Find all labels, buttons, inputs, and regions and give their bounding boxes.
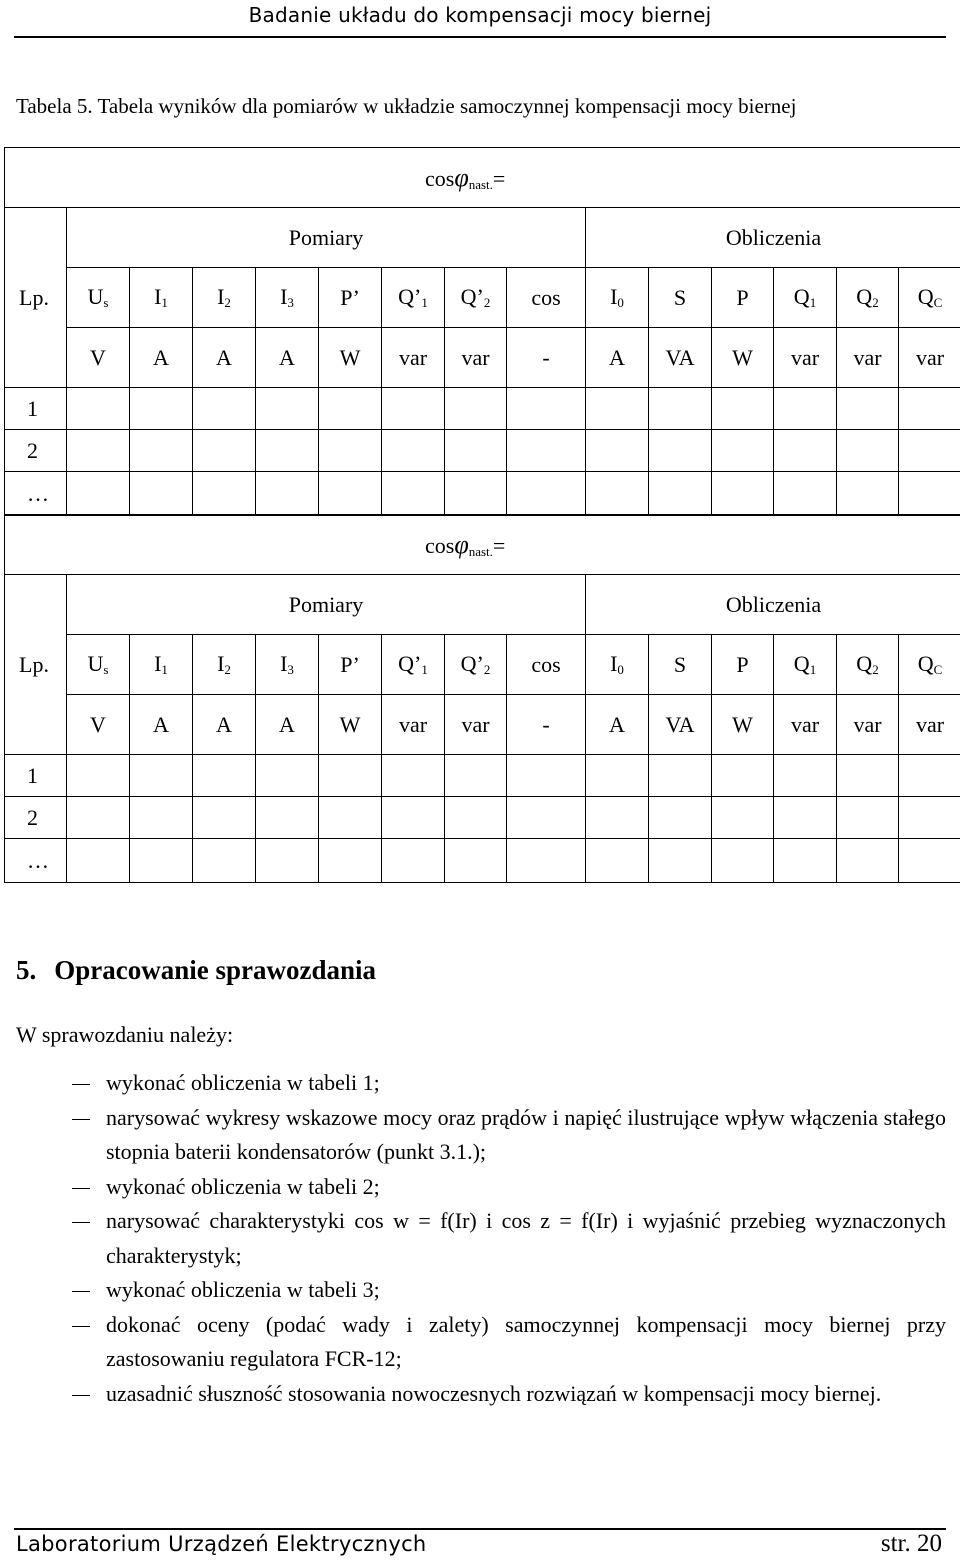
section-heading — [16, 955, 376, 986]
column-unit: var — [382, 328, 445, 388]
table-cell — [319, 430, 382, 472]
symbol-subscript: 2 — [872, 295, 879, 310]
table-cell — [256, 839, 319, 883]
group-header-measurements: Pomiary — [67, 208, 586, 268]
symbol-main: U — [87, 651, 104, 676]
symbol-subscript: 2 — [224, 662, 231, 677]
list-item-text: narysować wykresy wskazowe mocy oraz prądów i napięć ilustrujące wpływ włączenia stałego stopnia baterii kondensatorów (punkt 3.1.); — [106, 1104, 946, 1164]
group-header-calculations: Obliczenia — [586, 575, 960, 635]
table-cell — [586, 839, 649, 883]
row-number: 2 — [5, 430, 67, 472]
symbol-main: I — [610, 284, 618, 309]
table-row — [5, 695, 960, 755]
table-cell — [130, 472, 193, 516]
column-unit: A — [193, 328, 256, 388]
symbol-subscript: 0 — [617, 295, 624, 310]
column-symbol — [130, 268, 193, 328]
table-row — [5, 797, 960, 839]
lp-spacer-cell — [5, 328, 67, 388]
column-unit: A — [256, 328, 319, 388]
symbol-subscript: 1 — [809, 295, 817, 310]
column-unit: A — [586, 695, 649, 755]
table-cell — [67, 839, 130, 883]
table-cell — [586, 388, 649, 430]
column-symbol — [382, 268, 445, 328]
table-cell — [382, 430, 445, 472]
column-symbol — [586, 635, 649, 695]
table-cell — [837, 797, 899, 839]
symbol-main: Q’ — [398, 284, 422, 309]
table-cell — [382, 472, 445, 516]
table-cell — [507, 755, 586, 797]
lp-spacer-cell — [5, 208, 67, 268]
table-row — [5, 472, 960, 516]
symbol-main: P — [736, 284, 749, 310]
list-item — [106, 1377, 946, 1412]
table-row — [5, 430, 960, 472]
column-unit: var — [899, 695, 960, 755]
column-symbol — [507, 268, 586, 328]
symbol-subscript: C — [933, 662, 943, 677]
symbol-subscript: 2 — [872, 662, 879, 677]
symbol-subscript: 0 — [617, 662, 624, 677]
table-row — [5, 148, 960, 208]
symbol-main: P’ — [340, 284, 360, 310]
results-table — [4, 514, 960, 883]
table-cell — [586, 472, 649, 516]
table-cell — [774, 839, 837, 883]
symbol-main: Q’ — [460, 651, 484, 676]
column-unit: V — [67, 328, 130, 388]
table-cell — [712, 430, 774, 472]
table-cell — [837, 755, 899, 797]
table-cell — [712, 388, 774, 430]
symbol-main: I — [280, 284, 288, 309]
column-symbol — [193, 635, 256, 695]
column-symbol — [899, 268, 960, 328]
table-row — [5, 268, 960, 328]
table-cell — [193, 472, 256, 516]
list-item — [106, 1308, 946, 1377]
section-title: Opracowanie sprawozdania — [54, 955, 377, 985]
symbol-subscript: 1 — [161, 295, 168, 310]
table-cell — [67, 755, 130, 797]
list-item-text: wykonać obliczenia w tabeli 3; — [106, 1277, 380, 1302]
list-item-text: wykonać obliczenia w tabeli 2; — [106, 1173, 380, 1199]
table-cell — [256, 430, 319, 472]
page-header: Badanie układu do kompensacji mocy biernej — [248, 3, 712, 27]
table-cell — [899, 472, 960, 516]
symbol-subscript: C — [933, 295, 943, 310]
column-unit: A — [130, 328, 193, 388]
lp-header: Lp. — [5, 268, 67, 328]
table-cell — [712, 472, 774, 516]
table-cell — [445, 430, 507, 472]
table-cell — [193, 388, 256, 430]
table-row — [5, 635, 960, 695]
column-unit: var — [837, 695, 899, 755]
column-unit: V — [67, 695, 130, 755]
table-cell — [774, 755, 837, 797]
column-symbol — [649, 268, 712, 328]
footer-divider — [14, 1528, 946, 1530]
column-unit: var — [899, 328, 960, 388]
table-cell — [507, 388, 586, 430]
table-cell — [899, 839, 960, 883]
table-cell — [837, 839, 899, 883]
column-symbol — [837, 635, 899, 695]
list-item — [106, 1101, 946, 1170]
table-cell — [899, 430, 960, 472]
group-header-measurements: Pomiary — [67, 575, 586, 635]
column-symbol — [586, 268, 649, 328]
table-cell — [712, 797, 774, 839]
table-cell — [507, 839, 586, 883]
symbol-subscript: 1 — [421, 295, 428, 310]
table-cell — [130, 839, 193, 883]
symbol-main: I — [610, 651, 618, 676]
column-unit: - — [507, 695, 586, 755]
table-cell — [193, 797, 256, 839]
table-cell — [586, 797, 649, 839]
table-cell — [586, 755, 649, 797]
symbol-subscript: 3 — [287, 295, 294, 310]
table-cell — [382, 388, 445, 430]
list-item — [106, 1066, 946, 1101]
symbol-main: Q — [793, 284, 810, 309]
symbol-main: P’ — [340, 651, 360, 677]
table-cell — [319, 755, 382, 797]
list-item-text: wykonać obliczenia w tabeli 1; — [106, 1070, 380, 1095]
column-symbol — [712, 635, 774, 695]
column-unit: var — [774, 695, 837, 755]
table-cell — [67, 388, 130, 430]
symbol-main: S — [673, 284, 687, 310]
table-caption: Tabela 5. Tabela wyników dla pomiarów w układzie samoczynnej kompensacji mocy biernej — [16, 94, 797, 118]
column-symbol — [382, 635, 445, 695]
table-cell — [319, 839, 382, 883]
column-unit: - — [507, 328, 586, 388]
symbol-subscript: 3 — [287, 662, 294, 677]
column-symbol — [256, 635, 319, 695]
cos-label: cos — [425, 165, 455, 191]
phi-symbol: φ — [454, 529, 469, 559]
table-cell — [67, 797, 130, 839]
table-cell — [649, 755, 712, 797]
table-cell — [445, 472, 507, 516]
column-unit: A — [193, 695, 256, 755]
row-number: … — [5, 472, 67, 516]
list-item-text: narysować charakterystyki cos w = f(Ir) i cos z = f(Ir) i wyjaśnić przebieg wyznaczonych charakterystyk; — [106, 1208, 946, 1268]
table-row — [5, 575, 960, 635]
footer-lab-name: Laboratorium Urządzeń Elektrycznych — [16, 1532, 427, 1556]
table-cell — [445, 839, 507, 883]
lp-spacer-cell — [5, 575, 67, 635]
section-intro: W sprawozdaniu należy: — [16, 1022, 234, 1047]
list-item — [106, 1170, 946, 1205]
cos-subscript: nast. — [468, 176, 493, 192]
table-cell — [899, 388, 960, 430]
table-row — [5, 839, 960, 883]
table-cell — [507, 430, 586, 472]
column-unit: W — [319, 328, 382, 388]
table-cell — [382, 797, 445, 839]
cos-subscript: nast. — [468, 543, 493, 559]
table-row — [5, 328, 960, 388]
table-cell — [507, 472, 586, 516]
symbol-subscript: 2 — [224, 295, 231, 310]
column-symbol — [193, 268, 256, 328]
table-cell — [256, 388, 319, 430]
table-row — [5, 388, 960, 430]
table-cell — [899, 755, 960, 797]
row-number: 1 — [5, 755, 67, 797]
table-cell — [649, 430, 712, 472]
column-symbol — [899, 635, 960, 695]
symbol-main: Q — [793, 651, 810, 676]
equals-sign: = — [492, 165, 506, 191]
symbol-subscript: 2 — [483, 295, 491, 310]
table-cell — [67, 430, 130, 472]
table-cell — [382, 755, 445, 797]
symbol-subscript: 1 — [421, 662, 428, 677]
column-symbol — [67, 635, 130, 695]
table-cell — [837, 388, 899, 430]
column-unit: var — [445, 695, 507, 755]
table-cell — [837, 472, 899, 516]
column-unit: A — [130, 695, 193, 755]
task-list — [0, 1066, 960, 1411]
symbol-main: cos — [531, 651, 561, 677]
table-cell — [445, 797, 507, 839]
symbol-subscript: s — [103, 662, 109, 677]
column-symbol — [837, 268, 899, 328]
table-cell — [649, 388, 712, 430]
column-unit: var — [445, 328, 507, 388]
lp-spacer-cell — [5, 695, 67, 755]
list-item — [106, 1204, 946, 1273]
column-unit: W — [712, 328, 774, 388]
cos-setpoint-cell — [5, 515, 960, 575]
table-cell — [256, 472, 319, 516]
symbol-main: Q’ — [398, 651, 422, 676]
table-cell — [774, 797, 837, 839]
symbol-subscript: 1 — [809, 662, 817, 677]
symbol-main: S — [673, 651, 687, 677]
page-number: str. 20 — [880, 1530, 942, 1557]
table-cell — [649, 797, 712, 839]
symbol-main: cos — [531, 284, 561, 310]
table-cell — [193, 755, 256, 797]
symbol-subscript: s — [103, 295, 109, 310]
column-symbol — [319, 268, 382, 328]
column-symbol — [649, 635, 712, 695]
table-cell — [67, 472, 130, 516]
list-item-text: dokonać oceny (podać wady i zalety) samoczynnej kompensacji mocy biernej przy zastosowaniu regulatora FCR-12; — [106, 1311, 946, 1371]
table-cell — [319, 472, 382, 516]
table-cell — [649, 472, 712, 516]
column-symbol — [319, 635, 382, 695]
symbol-main: I — [217, 651, 225, 676]
table-cell — [445, 388, 507, 430]
column-unit: W — [319, 695, 382, 755]
column-symbol — [67, 268, 130, 328]
symbol-main: I — [217, 284, 225, 309]
table-cell — [130, 755, 193, 797]
column-unit: VA — [649, 695, 712, 755]
table-row — [5, 755, 960, 797]
column-symbol — [774, 268, 837, 328]
symbol-main: U — [87, 284, 104, 309]
cos-label: cos — [425, 532, 455, 558]
list-item-text: uzasadnić słuszność stosowania nowoczesnych rozwiązań w kompensacji mocy biernej. — [106, 1380, 882, 1406]
lp-header: Lp. — [5, 635, 67, 695]
column-symbol — [256, 268, 319, 328]
column-symbol — [712, 268, 774, 328]
table-cell — [130, 797, 193, 839]
table-cell — [774, 388, 837, 430]
table-cell — [586, 430, 649, 472]
table-cell — [649, 839, 712, 883]
column-symbol — [130, 635, 193, 695]
equals-sign: = — [492, 532, 506, 558]
section-number: 5. — [16, 955, 37, 985]
table-cell — [130, 388, 193, 430]
column-symbol — [445, 268, 507, 328]
table-cell — [382, 839, 445, 883]
symbol-subscript: 1 — [161, 662, 168, 677]
column-unit: var — [774, 328, 837, 388]
column-unit: A — [256, 695, 319, 755]
table-cell — [130, 430, 193, 472]
column-symbol — [774, 635, 837, 695]
row-number: 1 — [5, 388, 67, 430]
symbol-subscript: 2 — [483, 662, 491, 677]
table-cell — [712, 755, 774, 797]
symbol-main: Q — [917, 651, 934, 676]
symbol-main: Q’ — [460, 284, 484, 309]
column-symbol — [445, 635, 507, 695]
table-row — [5, 515, 960, 575]
table-cell — [256, 797, 319, 839]
row-number: 2 — [5, 797, 67, 839]
table-row — [5, 208, 960, 268]
table-cell — [774, 430, 837, 472]
symbol-main: I — [154, 651, 162, 676]
symbol-main: P — [736, 651, 749, 677]
column-unit: VA — [649, 328, 712, 388]
table-cell — [445, 755, 507, 797]
list-item — [106, 1273, 946, 1308]
table-cell — [256, 755, 319, 797]
column-symbol — [507, 635, 586, 695]
symbol-main: Q — [856, 651, 873, 676]
table-cell — [899, 797, 960, 839]
column-unit: W — [712, 695, 774, 755]
table-cell — [193, 430, 256, 472]
table-cell — [319, 388, 382, 430]
results-table — [4, 147, 960, 516]
header-divider — [14, 36, 946, 38]
symbol-main: I — [154, 284, 162, 309]
table-cell — [774, 472, 837, 516]
row-number: … — [5, 839, 67, 883]
column-unit: A — [586, 328, 649, 388]
phi-symbol: φ — [454, 162, 469, 192]
symbol-main: Q — [856, 284, 873, 309]
table-cell — [712, 839, 774, 883]
column-unit: var — [837, 328, 899, 388]
cos-setpoint-cell — [5, 148, 960, 208]
symbol-main: Q — [917, 284, 934, 309]
table-cell — [837, 430, 899, 472]
table-cell — [507, 797, 586, 839]
table-cell — [319, 797, 382, 839]
symbol-main: I — [280, 651, 288, 676]
table-cell — [193, 839, 256, 883]
group-header-calculations: Obliczenia — [586, 208, 960, 268]
column-unit: var — [382, 695, 445, 755]
